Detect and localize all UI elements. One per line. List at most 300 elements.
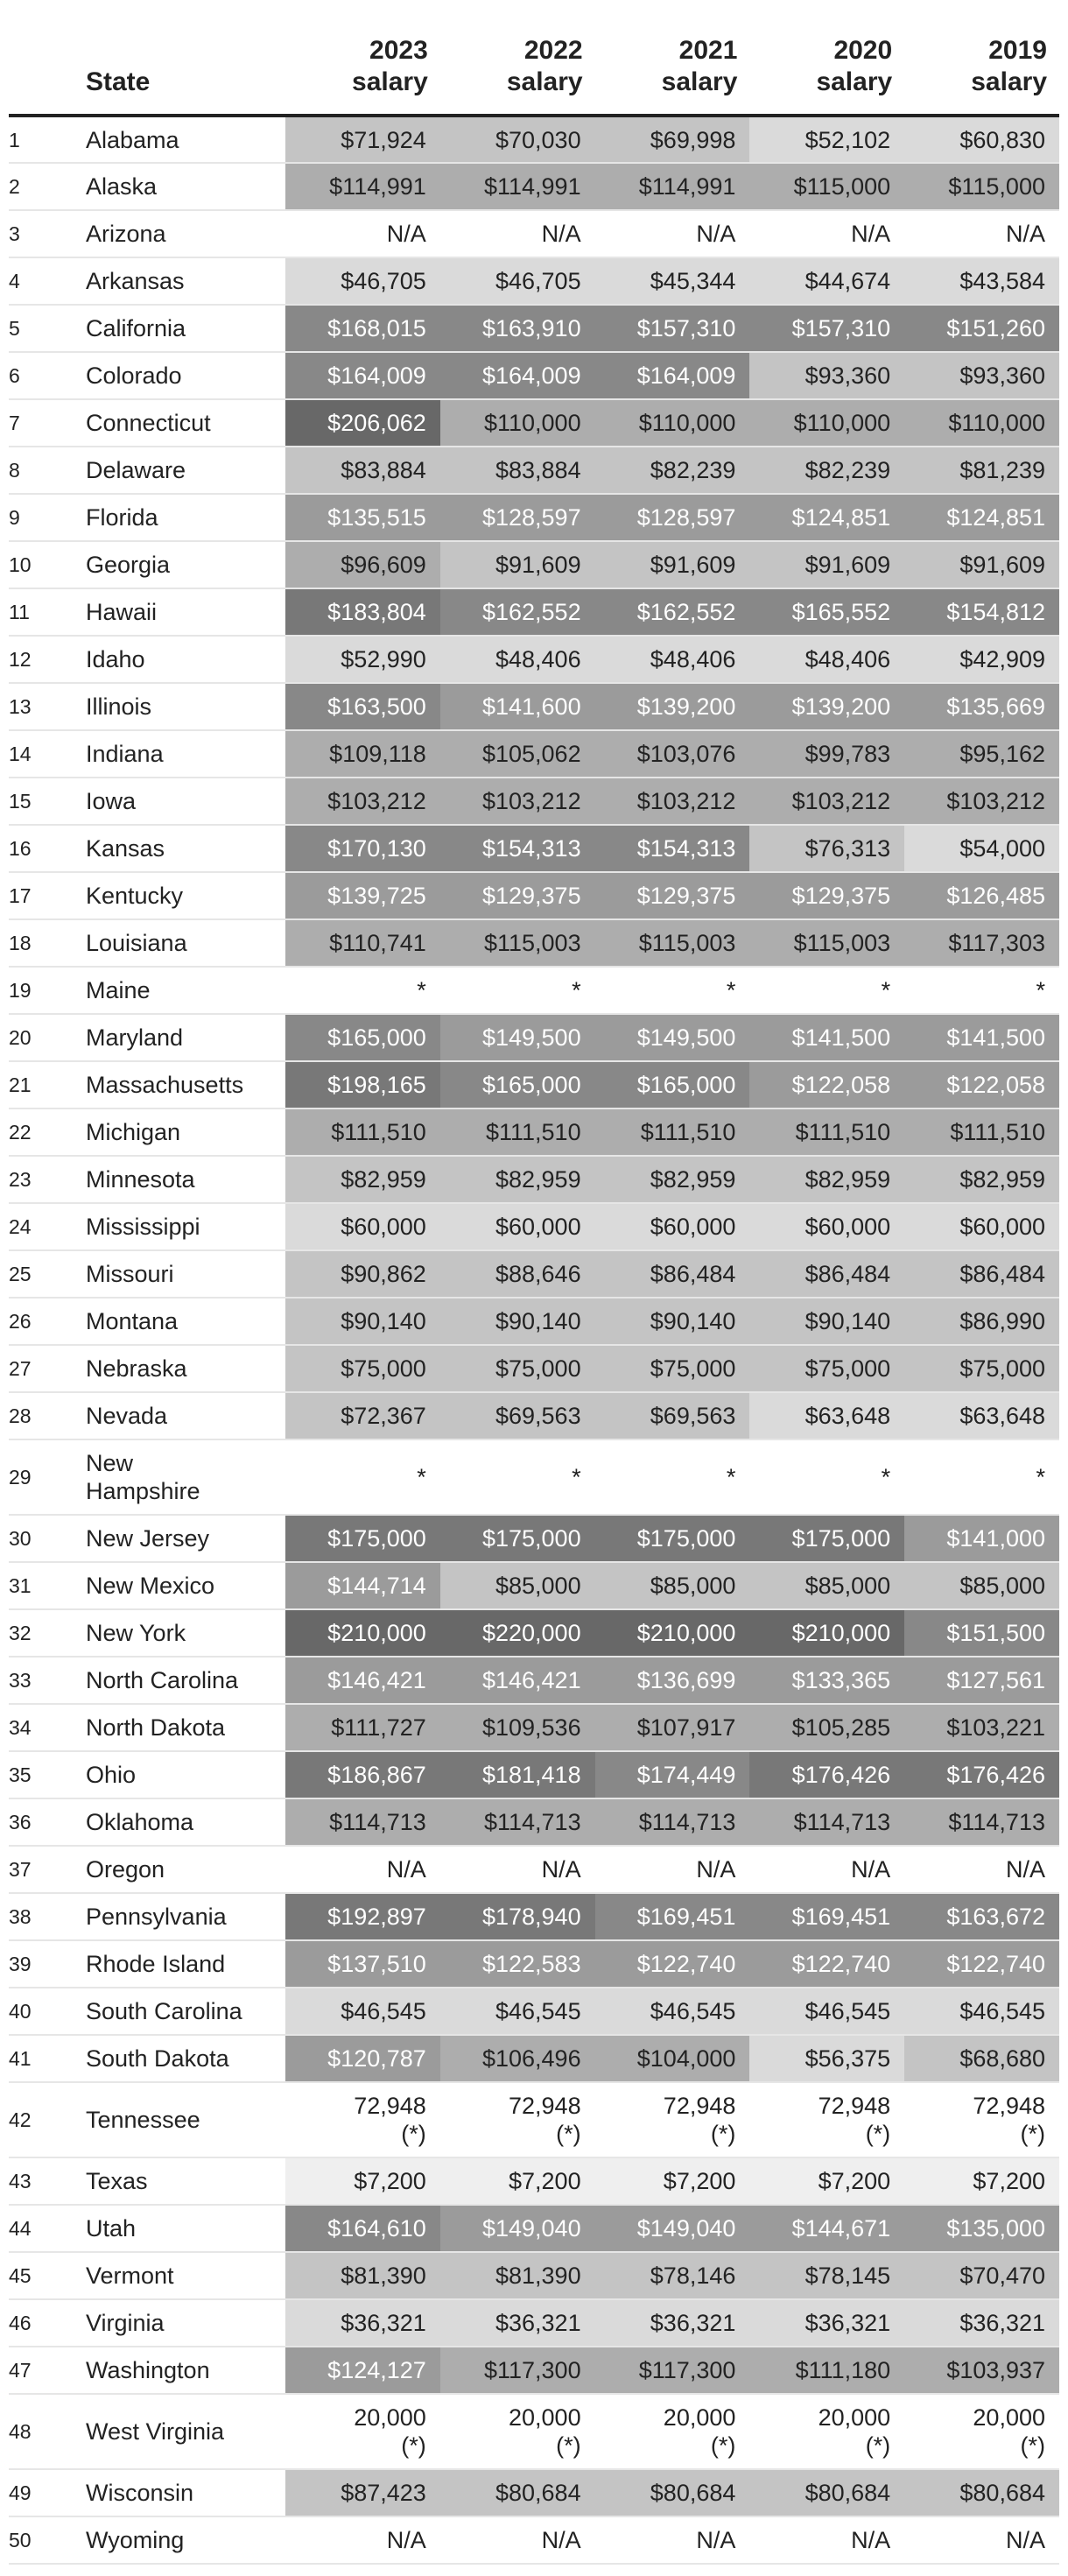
salary-cell: $81,390 [285, 2252, 440, 2299]
salary-cell: N/A [749, 2516, 904, 2564]
row-state: Wyoming [86, 2527, 185, 2553]
table-row [9, 967, 1059, 1014]
salary-cell: $115,000 [749, 163, 904, 210]
row-state: Virginia [86, 2310, 165, 2336]
table-row [9, 1061, 1059, 1109]
row-rank: 41 [9, 2047, 32, 2070]
year-header-text: 2019 salary [971, 36, 1047, 96]
row-state: Hawaii [86, 599, 158, 625]
row-state: Vermont [86, 2263, 174, 2289]
salary-cell: $165,000 [285, 1014, 440, 1061]
salary-cell: $75,000 [749, 1345, 904, 1392]
row-rank: 12 [9, 648, 32, 671]
salary-cell: $139,725 [285, 872, 440, 919]
salary-cell: $206,062 [285, 399, 440, 447]
salary-cell: $46,545 [595, 1988, 750, 2035]
salary-cell: $78,145 [749, 2252, 904, 2299]
salary-cell: $46,545 [904, 1988, 1059, 2035]
salary-cell: $146,421 [440, 1657, 595, 1704]
table-row [9, 2157, 1059, 2205]
row-state: Iowa [86, 788, 137, 814]
table-row [9, 2205, 1059, 2252]
row-state: Nevada [86, 1403, 168, 1429]
salary-cell: $114,713 [595, 1798, 750, 1846]
salary-cell: $43,584 [904, 257, 1059, 305]
row-state: Indiana [86, 741, 164, 767]
salary-cell: $141,500 [904, 1014, 1059, 1061]
table-row [9, 1439, 1059, 1515]
salary-cell: $36,321 [440, 2299, 595, 2347]
salary-cell: $163,672 [904, 1893, 1059, 1940]
salary-cell: $103,212 [285, 778, 440, 825]
table-row [9, 2347, 1059, 2394]
salary-cell: N/A [595, 210, 750, 257]
salary-cell: $106,496 [440, 2035, 595, 2082]
row-rank: 5 [9, 317, 20, 340]
row-state: Rhode Island [86, 1951, 226, 1977]
row-rank: 19 [9, 979, 32, 1002]
salary-cell: $88,646 [440, 1250, 595, 1298]
salary-cell: $175,000 [285, 1515, 440, 1562]
salary-cell: $82,239 [595, 447, 750, 494]
row-rank: 42 [9, 2108, 32, 2131]
salary-cell: $46,545 [440, 1988, 595, 2035]
salary-cell: $169,451 [595, 1893, 750, 1940]
salary-cell: $45,344 [595, 257, 750, 305]
salary-cell: $117,303 [904, 919, 1059, 967]
salary-cell: $90,140 [285, 1298, 440, 1345]
salary-cell: $76,313 [749, 825, 904, 872]
salary-cell: $75,000 [285, 1345, 440, 1392]
salary-cell: $128,597 [595, 494, 750, 541]
salary-cell: $117,300 [595, 2347, 750, 2394]
salary-cell: N/A [904, 2516, 1059, 2564]
salary-cell: $78,146 [595, 2252, 750, 2299]
row-rank: 24 [9, 1215, 32, 1238]
salary-cell: $70,030 [440, 116, 595, 163]
salary-cell: N/A [440, 2516, 595, 2564]
salary-cell: $83,884 [285, 447, 440, 494]
salary-cell: $86,990 [904, 1298, 1059, 1345]
salary-cell: $86,484 [904, 1250, 1059, 1298]
salary-cell: $169,451 [749, 1893, 904, 1940]
salary-cell: $163,910 [440, 305, 595, 352]
salary-cell: $120,787 [285, 2035, 440, 2082]
salary-cell: $141,500 [749, 1014, 904, 1061]
row-state: Kansas [86, 835, 165, 862]
salary-cell: $91,609 [595, 541, 750, 588]
state-header: State [86, 0, 285, 116]
salary-cell: $136,699 [595, 1657, 750, 1704]
salary-cell: $7,200 [749, 2157, 904, 2205]
salary-cell: $115,000 [904, 163, 1059, 210]
row-state: South Dakota [86, 2045, 229, 2072]
table-row [9, 1657, 1059, 1704]
salary-cell: $103,212 [749, 778, 904, 825]
row-rank: 46 [9, 2312, 32, 2334]
salary-cell: 72,948 (*) [285, 2082, 440, 2157]
salary-cell: N/A [904, 210, 1059, 257]
salary-cell: $126,485 [904, 872, 1059, 919]
row-rank: 2 [9, 175, 20, 198]
salary-cell: $149,040 [440, 2205, 595, 2252]
row-rank: 23 [9, 1168, 32, 1191]
salary-cell: $129,375 [440, 872, 595, 919]
salary-cell: $82,959 [440, 1156, 595, 1203]
row-state: West Virginia [86, 2418, 225, 2445]
row-rank: 6 [9, 364, 20, 387]
salary-cell: $36,321 [904, 2299, 1059, 2347]
table-row [9, 1109, 1059, 1156]
salary-cell: * [749, 1439, 904, 1515]
salary-cell: $186,867 [285, 1751, 440, 1798]
salary-cell: N/A [285, 2516, 440, 2564]
table-row [9, 1515, 1059, 1562]
salary-cell: $85,000 [749, 1562, 904, 1609]
row-state: New Mexico [86, 1573, 215, 1599]
salary-cell: $175,000 [749, 1515, 904, 1562]
salary-cell: $103,212 [440, 778, 595, 825]
table-row [9, 2394, 1059, 2469]
row-rank: 39 [9, 1953, 32, 1975]
salary-cell: $95,162 [904, 730, 1059, 778]
salary-cell: $151,260 [904, 305, 1059, 352]
row-rank: 35 [9, 1763, 32, 1786]
salary-cell: $144,671 [749, 2205, 904, 2252]
salary-cell: $110,000 [595, 399, 750, 447]
table-row [9, 1345, 1059, 1392]
salary-cell: $114,991 [440, 163, 595, 210]
table-row [9, 1798, 1059, 1846]
salary-cell: $60,000 [440, 1203, 595, 1250]
salary-cell: $110,000 [749, 399, 904, 447]
row-state: Mississippi [86, 1214, 200, 1240]
row-state: Maine [86, 977, 151, 1003]
salary-cell: $164,009 [595, 352, 750, 399]
row-state: Alaska [86, 173, 158, 200]
row-rank: 31 [9, 1574, 32, 1597]
year-header-text: 2021 salary [661, 36, 738, 96]
salary-cell: * [285, 967, 440, 1014]
table-row [9, 1298, 1059, 1345]
salary-cell: $86,484 [749, 1250, 904, 1298]
salary-cell: $36,321 [595, 2299, 750, 2347]
salary-cell: $210,000 [749, 1609, 904, 1657]
salary-cell: * [285, 1439, 440, 1515]
salary-cell: $192,897 [285, 1893, 440, 1940]
row-state: Minnesota [86, 1166, 195, 1193]
salary-cell: $103,076 [595, 730, 750, 778]
row-state: Kentucky [86, 883, 184, 909]
row-rank: 34 [9, 1716, 32, 1739]
row-rank: 48 [9, 2420, 32, 2443]
salary-cell: $178,940 [440, 1893, 595, 1940]
row-state: Colorado [86, 362, 182, 389]
row-rank: 32 [9, 1622, 32, 1644]
salary-cell: $60,000 [595, 1203, 750, 1250]
salary-cell: $129,375 [595, 872, 750, 919]
row-state: Alabama [86, 126, 179, 153]
table-row [9, 636, 1059, 683]
row-state: New Jersey [86, 1525, 210, 1552]
salary-cell: $7,200 [595, 2157, 750, 2205]
salary-cell: $146,421 [285, 1657, 440, 1704]
table-row [9, 1988, 1059, 2035]
table-row [9, 399, 1059, 447]
salary-cell: $52,102 [749, 116, 904, 163]
table-row [9, 1392, 1059, 1439]
salary-cell: $80,684 [440, 2469, 595, 2516]
row-state: Montana [86, 1308, 179, 1334]
salary-cell: $63,648 [904, 1392, 1059, 1439]
salary-cell: $220,000 [440, 1609, 595, 1657]
table-row [9, 257, 1059, 305]
salary-cell: $111,510 [440, 1109, 595, 1156]
row-state: Idaho [86, 646, 145, 672]
table-row [9, 2252, 1059, 2299]
salary-cell: $60,000 [285, 1203, 440, 1250]
row-state: Nebraska [86, 1355, 187, 1382]
salary-cell: $154,812 [904, 588, 1059, 636]
salary-cell: 20,000 (*) [749, 2394, 904, 2469]
salary-cell: $54,000 [904, 825, 1059, 872]
salary-cell: $96,609 [285, 541, 440, 588]
row-rank: 50 [9, 2529, 32, 2551]
salary-cell: $46,545 [285, 1988, 440, 2035]
salary-cell: $164,610 [285, 2205, 440, 2252]
row-rank: 40 [9, 2000, 32, 2023]
salary-cell: $42,909 [904, 636, 1059, 683]
salary-cell: $85,000 [595, 1562, 750, 1609]
row-rank: 1 [9, 128, 20, 151]
row-state: Arkansas [86, 268, 185, 294]
salary-cell: $139,200 [749, 683, 904, 730]
row-state: Arizona [86, 221, 166, 247]
row-rank: 13 [9, 695, 32, 718]
salary-cell: $154,313 [595, 825, 750, 872]
row-state: North Carolina [86, 1667, 239, 1693]
table-row [9, 210, 1059, 257]
year-header-2021 [595, 0, 750, 116]
salary-cell: $69,563 [595, 1392, 750, 1439]
salary-cell: $63,648 [749, 1392, 904, 1439]
salary-cell: $85,000 [440, 1562, 595, 1609]
row-rank: 11 [9, 601, 30, 623]
table-row [9, 1609, 1059, 1657]
row-rank: 29 [9, 1466, 32, 1489]
salary-cell: $82,959 [285, 1156, 440, 1203]
salary-cell: $163,500 [285, 683, 440, 730]
row-state: Tennessee [86, 2107, 200, 2133]
salary-cell: 20,000 (*) [595, 2394, 750, 2469]
salary-cell: N/A [904, 1846, 1059, 1893]
salary-cell: $198,165 [285, 1061, 440, 1109]
table-row [9, 683, 1059, 730]
row-state: Washington [86, 2357, 210, 2383]
salary-cell: $86,484 [595, 1250, 750, 1298]
salary-cell: $114,991 [595, 163, 750, 210]
table-row [9, 872, 1059, 919]
table-row [9, 352, 1059, 399]
row-rank: 36 [9, 1811, 32, 1833]
table-row [9, 163, 1059, 210]
row-state: Florida [86, 504, 158, 531]
row-rank: 43 [9, 2170, 32, 2192]
row-rank: 16 [9, 837, 32, 860]
salary-cell: $122,740 [904, 1940, 1059, 1988]
salary-cell: $36,321 [749, 2299, 904, 2347]
row-rank: 38 [9, 1905, 32, 1928]
salary-cell: $165,000 [440, 1061, 595, 1109]
table-row [9, 1250, 1059, 1298]
table-row [9, 116, 1059, 163]
salary-cell: $69,998 [595, 116, 750, 163]
salary-cell: $124,127 [285, 2347, 440, 2394]
row-state: Ohio [86, 1762, 137, 1788]
salary-cell: $141,600 [440, 683, 595, 730]
salary-cell: $7,200 [904, 2157, 1059, 2205]
table-row [9, 730, 1059, 778]
salary-cell: $111,510 [595, 1109, 750, 1156]
table-row [9, 1704, 1059, 1751]
salary-cell: N/A [749, 210, 904, 257]
salary-cell: * [904, 967, 1059, 1014]
row-rank: 27 [9, 1357, 32, 1380]
table-row [9, 778, 1059, 825]
salary-cell: 72,948 (*) [904, 2082, 1059, 2157]
row-rank: 21 [9, 1073, 32, 1096]
salary-cell: $56,375 [749, 2035, 904, 2082]
row-rank: 14 [9, 743, 32, 765]
salary-cell: $111,180 [749, 2347, 904, 2394]
salary-cell: $93,360 [904, 352, 1059, 399]
table-row [9, 825, 1059, 872]
salary-cell: $151,500 [904, 1609, 1059, 1657]
salary-cell: $69,563 [440, 1392, 595, 1439]
table-row [9, 919, 1059, 967]
salary-cell: $70,470 [904, 2252, 1059, 2299]
table-row [9, 1893, 1059, 1940]
salary-cell: $71,924 [285, 116, 440, 163]
row-rank: 47 [9, 2359, 32, 2382]
row-rank: 26 [9, 1310, 32, 1333]
salary-cell: $129,375 [749, 872, 904, 919]
salary-cell: $44,674 [749, 257, 904, 305]
row-state: Maryland [86, 1024, 184, 1051]
row-state: California [86, 315, 186, 341]
table-row [9, 1156, 1059, 1203]
salary-cell: $174,449 [595, 1751, 750, 1798]
row-rank: 25 [9, 1263, 32, 1285]
row-state: Louisiana [86, 930, 187, 956]
salary-cell: * [440, 967, 595, 1014]
salary-cell: $133,365 [749, 1657, 904, 1704]
salary-cell: $124,851 [904, 494, 1059, 541]
salary-cell: $75,000 [904, 1345, 1059, 1392]
salary-cell: $52,990 [285, 636, 440, 683]
row-rank: 10 [9, 553, 32, 576]
salary-cell: $149,500 [440, 1014, 595, 1061]
salary-cell: N/A [285, 210, 440, 257]
salary-cell: $48,406 [595, 636, 750, 683]
table-row [9, 2299, 1059, 2347]
salary-cell: * [595, 967, 750, 1014]
salary-cell: $114,713 [285, 1798, 440, 1846]
salary-cell: $103,212 [595, 778, 750, 825]
salary-cell: * [904, 1439, 1059, 1515]
salary-cell: $99,783 [749, 730, 904, 778]
salary-cell: $122,740 [595, 1940, 750, 1988]
row-state: Texas [86, 2168, 148, 2194]
salary-cell: $90,862 [285, 1250, 440, 1298]
salary-cell: $111,727 [285, 1704, 440, 1751]
salary-cell: N/A [595, 1846, 750, 1893]
row-state: Missouri [86, 1261, 174, 1287]
salary-cell: $90,140 [595, 1298, 750, 1345]
row-rank: 49 [9, 2481, 32, 2504]
salary-cell: $80,684 [595, 2469, 750, 2516]
salary-cell: $168,015 [285, 305, 440, 352]
salary-cell: $105,062 [440, 730, 595, 778]
salary-cell: $82,239 [749, 447, 904, 494]
salary-cell: $114,991 [285, 163, 440, 210]
row-rank: 18 [9, 932, 32, 954]
salary-cell: $7,200 [285, 2157, 440, 2205]
salary-cell: $109,118 [285, 730, 440, 778]
header-row [9, 0, 1059, 116]
salary-cell: $175,000 [595, 1515, 750, 1562]
salary-cell: $135,000 [904, 2205, 1059, 2252]
salary-cell: N/A [440, 210, 595, 257]
salary-cell: $183,804 [285, 588, 440, 636]
table-row [9, 1014, 1059, 1061]
salary-cell: $80,684 [904, 2469, 1059, 2516]
salary-cell: $75,000 [595, 1345, 750, 1392]
row-rank: 30 [9, 1527, 32, 1550]
salary-cell: $154,313 [440, 825, 595, 872]
salary-cell: 20,000 (*) [285, 2394, 440, 2469]
salary-cell: $46,705 [440, 257, 595, 305]
salary-cell: $162,552 [440, 588, 595, 636]
salary-cell: $114,713 [749, 1798, 904, 1846]
salary-cell: $165,552 [749, 588, 904, 636]
salary-cell: $7,200 [440, 2157, 595, 2205]
salary-cell: $124,851 [749, 494, 904, 541]
salary-cell: $111,510 [285, 1109, 440, 1156]
year-header-text: 2023 salary [352, 36, 428, 96]
salary-cell: $157,310 [749, 305, 904, 352]
salary-cell: $115,003 [440, 919, 595, 967]
salary-cell: $90,140 [749, 1298, 904, 1345]
salary-cell: $170,130 [285, 825, 440, 872]
salary-cell: $114,713 [904, 1798, 1059, 1846]
salary-cell: $110,000 [440, 399, 595, 447]
salary-cell: $157,310 [595, 305, 750, 352]
salary-cell: $75,000 [440, 1345, 595, 1392]
salary-cell: $115,003 [595, 919, 750, 967]
row-state: Georgia [86, 552, 171, 578]
salary-cell: * [749, 967, 904, 1014]
table-row [9, 494, 1059, 541]
salary-cell: $93,360 [749, 352, 904, 399]
salary-cell: $149,500 [595, 1014, 750, 1061]
row-state: North Dakota [86, 1714, 226, 1741]
salary-cell: 72,948 (*) [595, 2082, 750, 2157]
row-rank: 44 [9, 2217, 32, 2240]
table-row [9, 1562, 1059, 1609]
year-header-2022 [440, 0, 595, 116]
salary-cell: $135,515 [285, 494, 440, 541]
